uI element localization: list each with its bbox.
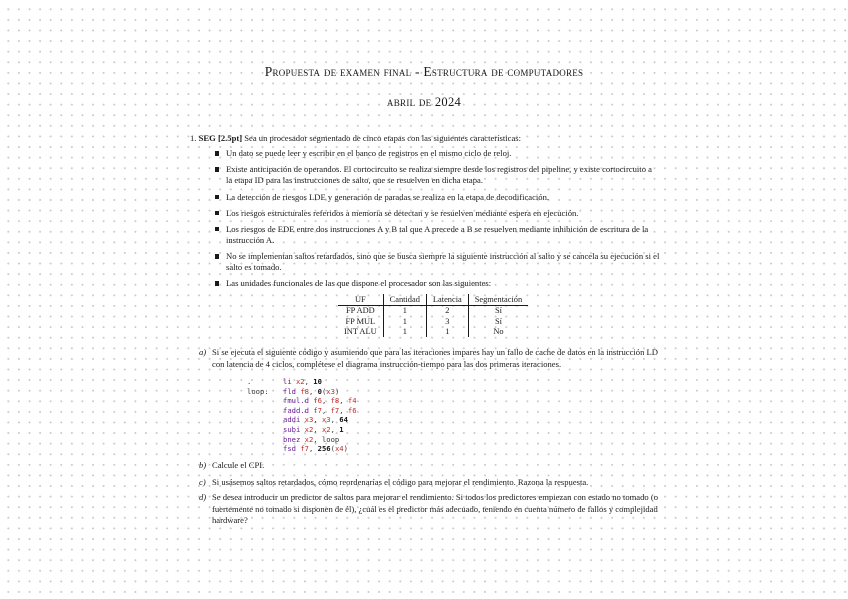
code-operand: x4 <box>334 444 344 454</box>
code-operand: f4 <box>347 396 357 406</box>
table-cell: Sí <box>494 306 502 316</box>
list-item: Las unidades funcionales de las que dispone el procesador son las siguientes: <box>226 278 660 289</box>
code-opcode: li <box>283 377 292 387</box>
code-opcode: bnez <box>283 434 301 444</box>
code-operand: x2 <box>321 425 331 435</box>
code-operand: ( <box>330 444 335 454</box>
code-operand: , <box>339 405 348 415</box>
code-operand: , <box>330 415 340 425</box>
code-opcode: addi <box>283 415 301 425</box>
code-operand: , <box>321 405 331 415</box>
code-operand: 1 <box>339 425 344 435</box>
list-item: Un dato se puede leer y escribir en el banco de registros en el mismo ciclo de reloj. <box>226 148 660 159</box>
code-line <box>247 435 660 445</box>
table-row <box>338 305 528 316</box>
code-opcode: fsd <box>283 444 296 454</box>
code-opcode: fadd.d <box>283 405 309 415</box>
code-operand: 10 <box>313 377 322 387</box>
code-opcode: subi <box>283 425 301 435</box>
code-operand: f7 <box>300 444 309 454</box>
code-operand: f6 <box>347 405 357 415</box>
code-line <box>247 387 660 397</box>
list-item: Los riesgos estructurales referidos a memoria se detectan y se resuelven mediante espera en ejecución. <box>226 208 660 219</box>
code-opcode: fld <box>283 386 296 396</box>
table-cell: No <box>493 327 504 337</box>
code-operand: , <box>313 434 322 444</box>
list-item: La detección de riesgos LDE y generación de paradas se realiza en la etapa de decodificación. <box>226 192 660 203</box>
list-item: No se implementan saltos retardados, sino que se busca siempre la siguiente instrucción al salto y se cancela su ejecución si el salto es tomado. <box>226 251 660 273</box>
code-operand: f6 <box>313 396 322 406</box>
code-line <box>247 415 660 425</box>
code-operand: 64 <box>339 415 348 425</box>
column-header: Cantidad <box>383 294 426 305</box>
exam-date: abril de 2024 <box>386 95 462 109</box>
code-operand: , <box>313 415 322 425</box>
code-operand: 256 <box>317 444 331 454</box>
question-intro: Sea un procesador segmentado de cinco etapas con las siguientes características: <box>244 133 522 143</box>
functional-units-table <box>338 294 528 337</box>
code-operand: , <box>330 425 340 435</box>
code-operand: , <box>313 425 322 435</box>
part-c <box>190 477 660 488</box>
column-header: Segmentación <box>468 294 528 305</box>
part-text: Calcule el CPI. <box>212 459 265 470</box>
table-header-row <box>338 294 528 305</box>
question-code: SEG <box>198 133 216 143</box>
characteristics-list <box>190 148 660 289</box>
code-operand: f8 <box>300 386 309 396</box>
part-label: c) <box>199 477 206 488</box>
code-operand: x2 <box>304 434 314 444</box>
code-operand: ( <box>321 386 327 396</box>
code-line <box>247 425 660 435</box>
list-item: Los riesgos de EDE entre dos instrucciones A y B tal que A precede a B se resuelven mediante inhibición de escritura de la instrucción A. <box>226 224 660 246</box>
question-number: 1. <box>190 133 197 143</box>
code-label: . <box>247 377 252 387</box>
table-row <box>338 327 528 338</box>
table-cell: INT ALU <box>338 327 383 338</box>
part-a <box>190 347 660 453</box>
code-operand: , <box>321 396 331 406</box>
code-label: loop: <box>247 386 269 396</box>
code-line <box>247 396 660 406</box>
column-header: Latencia <box>426 294 468 305</box>
code-line <box>247 377 660 387</box>
code-operand: , <box>308 444 318 454</box>
code-line <box>247 406 660 416</box>
part-label: d) <box>199 492 207 503</box>
code-listing <box>247 377 660 454</box>
table-cell: 1 <box>383 305 426 316</box>
code-operand: x3 <box>321 415 331 425</box>
table-cell: 2 <box>426 305 468 316</box>
question-1 <box>190 133 660 527</box>
code-operand: , <box>339 396 348 406</box>
code-operand: x3 <box>304 415 314 425</box>
code-operand: , <box>304 377 314 387</box>
column-header: UF <box>338 294 383 305</box>
part-text: Se desea introducir un predictor de saltos para mejorar el rendimiento. Si todos los predictores empiezan con estado no tomado (o fuertemente no tomado si disponen de él), ¿cuál es el predictor más adecuado, teniendo en cuenta número de fallos y complejidad hardware? <box>212 492 659 526</box>
code-operand: f7 <box>313 405 322 415</box>
question-header <box>190 133 660 144</box>
part-label: b) <box>199 459 207 470</box>
table-cell: Sí <box>494 316 502 326</box>
code-operand: 0 <box>317 386 322 396</box>
code-operand: ) <box>334 386 340 396</box>
code-operand: f7 <box>330 405 340 415</box>
table-cell: 1 <box>383 316 426 327</box>
table-cell: FP MUL <box>338 316 383 327</box>
code-operand: f8 <box>330 396 340 406</box>
code-opcode: fmul.d <box>283 396 309 406</box>
code-operand: , <box>308 386 318 396</box>
part-b <box>190 460 660 471</box>
code-operand: loop <box>321 434 340 444</box>
code-operand: x3 <box>326 386 335 396</box>
list-item: Existe anticipación de operandos. El cortocircuito se realiza siempre desde los registros del pipeline, y existe cortocircuito a la etapa ID para las instrucciones de salto, que se resuelven en dicha etapa. <box>226 164 660 186</box>
code-operand: ) <box>343 444 348 454</box>
question-points: [2.5pt] <box>217 133 243 143</box>
table-row <box>338 316 528 327</box>
table-cell: FP ADD <box>338 305 383 316</box>
code-line <box>247 444 660 454</box>
part-text: Si usásemos saltos retardados, cómo reordenarías el código para mejorar el rendimiento. Razona la respuesta. <box>212 477 589 488</box>
part-d <box>190 492 660 526</box>
part-label: a) <box>199 347 207 358</box>
table-cell: 1 <box>426 327 468 338</box>
page-title: Propuesta de examen final - Estructura de computadores <box>264 64 584 79</box>
part-text: Si se ejecuta el siguiente código y asumiendo que para las iteraciones impares hay un fallo de cache de datos en la instrucción LD con latencia de 4 ciclos, complétese el diagrama instrucción-tiempo para las dos primeras iteraciones. <box>212 347 659 369</box>
code-operand: x2 <box>304 425 314 435</box>
table-cell: 1 <box>383 327 426 338</box>
code-operand: x2 <box>295 377 305 387</box>
table-cell: 3 <box>426 316 468 327</box>
